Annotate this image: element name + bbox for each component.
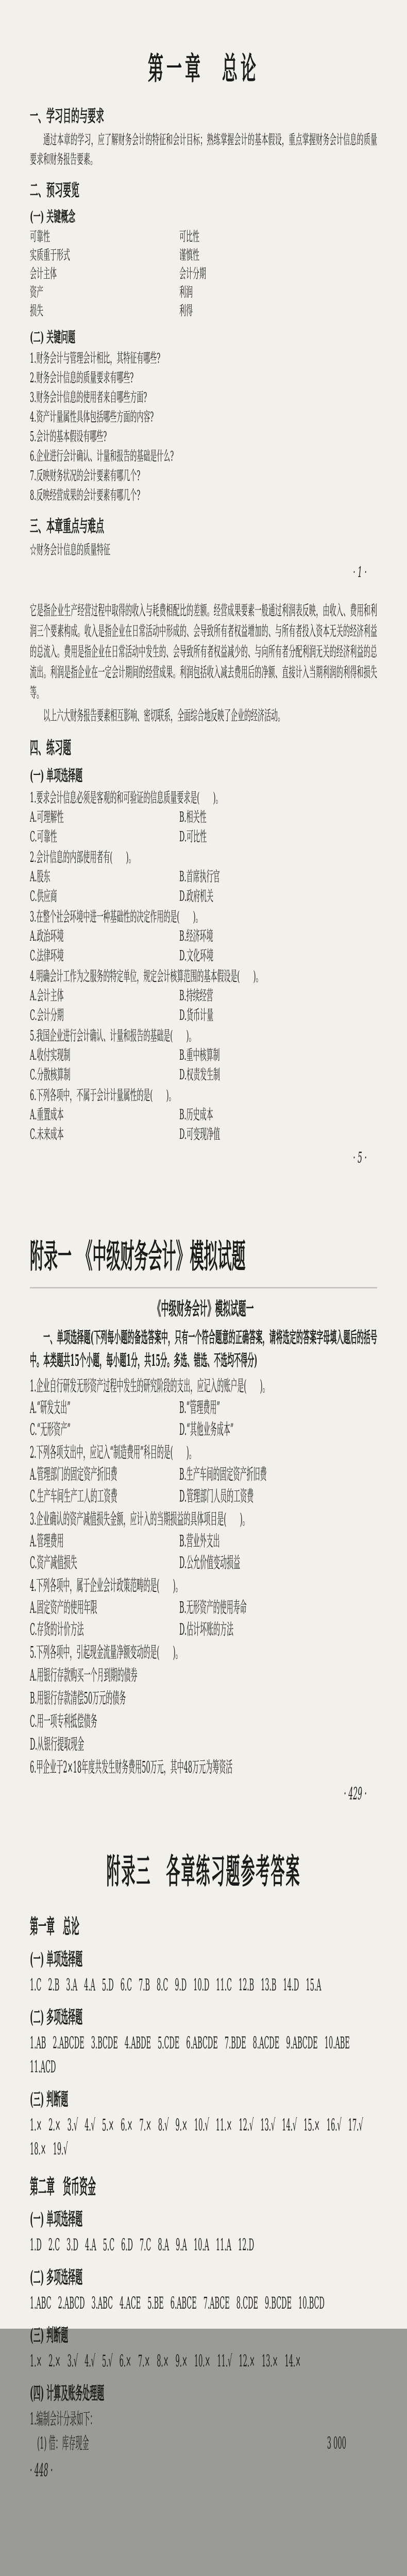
answer-list: 1.D 2.C 3.D 4.A 5.C 6.D 7.C 8.A 9.A 10.A 11.A 12.D: [30, 2236, 255, 2256]
option: A.收付实现制: [30, 1048, 71, 1064]
exercise-question: 1.要求会计信息必须是客观的和可验证的信息质量要求是( )。: [30, 790, 223, 807]
question-item: 5.会计的基本假设有哪些?: [30, 430, 107, 445]
option: A.股东: [30, 869, 50, 886]
body-paragraph: 以上六大财务报告要素相互影响、密切联系，全面综合地反映了企业的经济活动。: [43, 708, 285, 725]
answer-chapter-title: 第一章 总论: [30, 1914, 80, 1939]
option: D.可变现净值: [179, 1127, 221, 1143]
exam-options: [30, 1399, 377, 1443]
calc-intro: 1.编制会计分录如下：: [30, 2411, 97, 2430]
option: C.未来成本: [30, 1127, 64, 1143]
option: A.政治环境: [30, 929, 64, 945]
option: B.首席执行官: [179, 869, 220, 886]
exercise-question: 6.下列各项中，不属于会计计量属性的是( )。: [30, 1088, 176, 1105]
journal-debit: (1) 借：库存现金: [37, 2434, 89, 2454]
page-number: · 1 ·: [353, 565, 367, 581]
exam-options: [30, 1598, 377, 1642]
concepts-grid: [30, 229, 377, 321]
option: D.政府机关: [179, 889, 214, 905]
exam-title: 《中级财务会计》模拟试题一: [153, 1298, 254, 1320]
exam-question: 1.企业自行研发无形资产过程中发生的研究阶段的支出，应记入的账户是( )。: [30, 1378, 269, 1396]
journal-amount: 3 000: [327, 2434, 346, 2454]
single-choice-title: (一) 单项选择题: [30, 768, 83, 785]
section-2-title: 二、预习要览: [30, 180, 80, 200]
exercise-question: 3.在整个社会环境中进一种基础性的决定作用的是( )。: [30, 909, 202, 926]
option: C.分散核算制: [30, 1067, 71, 1084]
option: C.可靠性: [30, 829, 57, 846]
option: D.管理部门人员的工资费: [179, 1488, 254, 1506]
concept-item: 资产: [30, 285, 44, 301]
exam-question: 3.企业确认的资产减值损失金额，应计入的当期损益的具体项目是( )。: [30, 1511, 249, 1530]
answer-section-title: (一) 单项选择题: [30, 2210, 83, 2230]
answer-section-title: (三) 判断题: [30, 2090, 69, 2111]
exercise-options: [30, 809, 377, 848]
option: D.从银行提取现金: [30, 1736, 84, 1755]
chapter-title: 第一章 总论: [148, 52, 259, 88]
answer-section-title: (一) 单项选择题: [30, 1950, 83, 1971]
answer-list: 1.AB 2.ABCDE 3.BCDE 4.ABDE 5.CDE 6.ABCDE 7.BDE 8.ACDE 9.ABCDE 10.ABE 11.ACD: [30, 2035, 357, 2078]
question-item: 8.反映经营成果的会计要素有哪几个?: [30, 488, 141, 504]
option: A.用银行存款购买一个月到期的债券: [30, 1667, 138, 1686]
divider: [30, 1287, 377, 1288]
section-3-title: 三、本章重点与难点: [30, 516, 105, 536]
answer-section-title: (二) 多项选择题: [30, 2008, 83, 2028]
option: D.估计坏账的方法: [179, 1621, 234, 1640]
page-number: · 429 ·: [344, 1785, 367, 1804]
section-1-text: 通过本章的学习，应了解财务会计的特征和会计目标；熟练掌握会计的基本假设，重点掌握财务会计信息的质量要求和财务报告要素。: [30, 133, 377, 168]
option: C.会计分期: [30, 1008, 64, 1024]
exercise-options: [30, 1107, 377, 1146]
question-item: 7.反映财务状况的会计要素有哪几个?: [30, 469, 141, 484]
option: B.无形资产的使用寿命: [179, 1599, 247, 1618]
answer-chapter-title: 第二章 货币资金: [30, 2175, 96, 2199]
exam-question: 6.甲企业于2×18年度共发生财务费用50万元，其中48万元为筹资活: [30, 1759, 233, 1778]
option: A.管理费用: [30, 1533, 64, 1551]
question-item: 4.资产计量属性具体包括哪些方面的内容?: [30, 410, 154, 426]
option: B.生产车间的固定资产折旧费: [179, 1466, 267, 1485]
key-point: ☆财务会计信息的质量特征: [30, 543, 111, 558]
page-4-scan: [0, 1824, 407, 2482]
answer-section-title: (二) 多项选择题: [30, 2268, 83, 2289]
option: B.历史成本: [179, 1107, 213, 1124]
option: B.重中核算制: [179, 1048, 220, 1064]
journal-entry: [30, 2432, 377, 2456]
question-item: 3.财务会计信息的使用者来自哪些方面?: [30, 391, 147, 406]
questions-title: (二) 关键问题: [30, 330, 76, 346]
concept-item: 实质重于形式: [30, 248, 71, 264]
option: B.经济环境: [179, 929, 213, 945]
option: A.“研发支出”: [30, 1399, 71, 1418]
concept-item: 可比性: [179, 230, 200, 245]
exercise-question: 4.明确会计工作为之服务的特定单位，规定会计核算范围的基本假设是( )。: [30, 969, 263, 986]
concept-item: 利得: [179, 304, 193, 319]
exercise-question: 2.会计信息的内部使用者有( )。: [30, 850, 135, 867]
appendix-header: 附录三 各章练习题参考答案: [106, 1853, 301, 1892]
option: C.供应商: [30, 889, 57, 905]
question-item: 2.财务会计信息的质量要求有哪些?: [30, 371, 134, 386]
concept-item: 可靠性: [30, 230, 50, 245]
page-2-scan: [0, 592, 407, 1213]
option: C.法律环境: [30, 948, 64, 965]
option: B.营业外支出: [179, 1533, 220, 1551]
exam-question: 2.下列各项支出中，应记入“制造费用”科目的是( )。: [30, 1444, 196, 1463]
exercise-question: 5.我国企业进行会计确认、计量和报告的基础是( )。: [30, 1028, 196, 1045]
option: C.存货的计价方法: [30, 1621, 84, 1640]
page-number: · 5 ·: [353, 1149, 367, 1167]
option: D.货币计量: [179, 1008, 214, 1024]
option: C.用一项专利抵偿债务: [30, 1713, 97, 1732]
option: D.文化环境: [179, 948, 214, 965]
concept-item: 会计主体: [30, 267, 57, 282]
option: D.“其他业务成本”: [179, 1421, 234, 1440]
exam-question: 5.下列各项中，引起现金流量净额变动的是( )。: [30, 1644, 182, 1663]
exam-question: 4.下列各项中，属于企业会计政策范畴的是( )。: [30, 1578, 182, 1596]
concept-item: 利润: [179, 285, 193, 301]
page-1-scan: [0, 0, 407, 592]
section-4-title: 四、练习题: [30, 737, 72, 758]
concepts-title: (一) 关键概念: [30, 209, 76, 226]
answer-section-title: (三) 判断题: [30, 2326, 69, 2347]
option: A.管理部门的固定资产折旧费: [30, 1466, 117, 1485]
page-number: · 448 ·: [30, 2461, 53, 2482]
question-item: 1.财务会计与管理会计相比，其特征有哪些?: [30, 351, 161, 367]
concept-item: 谨慎性: [179, 248, 200, 264]
option: D.可比性: [179, 829, 207, 846]
appendix-header: 附录一 《中级财务会计》模拟试题: [30, 1239, 246, 1277]
page-3-scan: [0, 1213, 407, 1824]
option: A.固定资产的使用年限: [30, 1599, 97, 1618]
option: A.会计主体: [30, 988, 64, 1005]
answer-list: 1.C 2.B 3.A 4.A 5.D 6.C 7.B 8.C 9.D 10.D 11.C 12.B 13.B 14.D 15.A: [30, 1976, 321, 1996]
option: B.“管理费用”: [179, 1399, 220, 1418]
body-paragraph: 它是指企业生产经营过程中取得的收入与耗费相配比的差额。经营成果要素一般通过利润表反映，由收入、费用和利润三个要素构成。收入是指企业在日常活动中形成的、会导致所有者权益增加的、与所有者投入资本无关的经济利益的总流入。费用是指企业在日常活动中发生的、会导致所有者权益减少的、与向所有者分配利润无关的经济利益的总流出。利润是指企业在一定会计期间的经营成果。利润包括收入减去费用后的净额、直接计入当期利润的利得和损失等。: [30, 603, 377, 702]
option: C.资产减值损失: [30, 1554, 77, 1573]
option: C.生产车间生产工人的工资费: [30, 1488, 117, 1506]
option: B.相关性: [179, 810, 207, 826]
option: A.可理解性: [30, 810, 64, 826]
exam-options: [30, 1465, 377, 1509]
question-item: 6.企业进行会计确认、计量和报告的基础是什么?: [30, 449, 174, 465]
exam-instruction: 一、单项选择题(下列每小题的备选答案中，只有一个符合题意的正确答案，请将选定的答案字母填入题后的括号中。本类题共15个小题，每小题1分，共15分。多选、错选、不选均不得分): [30, 1329, 377, 1371]
exercise-options: [30, 928, 377, 967]
concept-item: 损失: [30, 304, 44, 319]
answer-list: 1.× 2.× 3.√ 4.√ 5.√ 6.× 7.× 8.× 9.× 10.× 11.√ 12.× 13.× 14.×: [30, 2352, 301, 2372]
concept-item: 会计分期: [179, 267, 207, 282]
answer-list: 1.× 2.× 3.√ 4.√ 5.× 6.× 7.× 8.√ 9.× 10.√ 11.× 12.√ 13.√ 14.√ 15.× 16.√ 17.√ 18.× 19.√: [30, 2116, 370, 2160]
option: D.公允价值变动损益: [179, 1554, 241, 1573]
option: A.重置成本: [30, 1107, 64, 1124]
section-1-title: 一、学习目的与要求: [30, 106, 105, 126]
exam-options: [30, 1532, 377, 1575]
exercise-options: [30, 1047, 377, 1086]
exercise-options: [30, 988, 377, 1027]
option: B.持续经营: [179, 988, 213, 1005]
option: D.权责发生制: [179, 1067, 221, 1084]
answer-section-title: (四) 计算及账务处理题: [30, 2384, 105, 2404]
option: B.用银行存款清偿50万元的债务: [30, 1690, 126, 1709]
answer-list: 1.ABC 2.ABCD 3.ABC 4.ACE 5.BE 6.ABCE 7.ABCE 8.CDE 9.BCDE 10.BCD: [30, 2294, 325, 2314]
option: C.“无形资产”: [30, 1421, 71, 1440]
exercise-options: [30, 869, 377, 908]
